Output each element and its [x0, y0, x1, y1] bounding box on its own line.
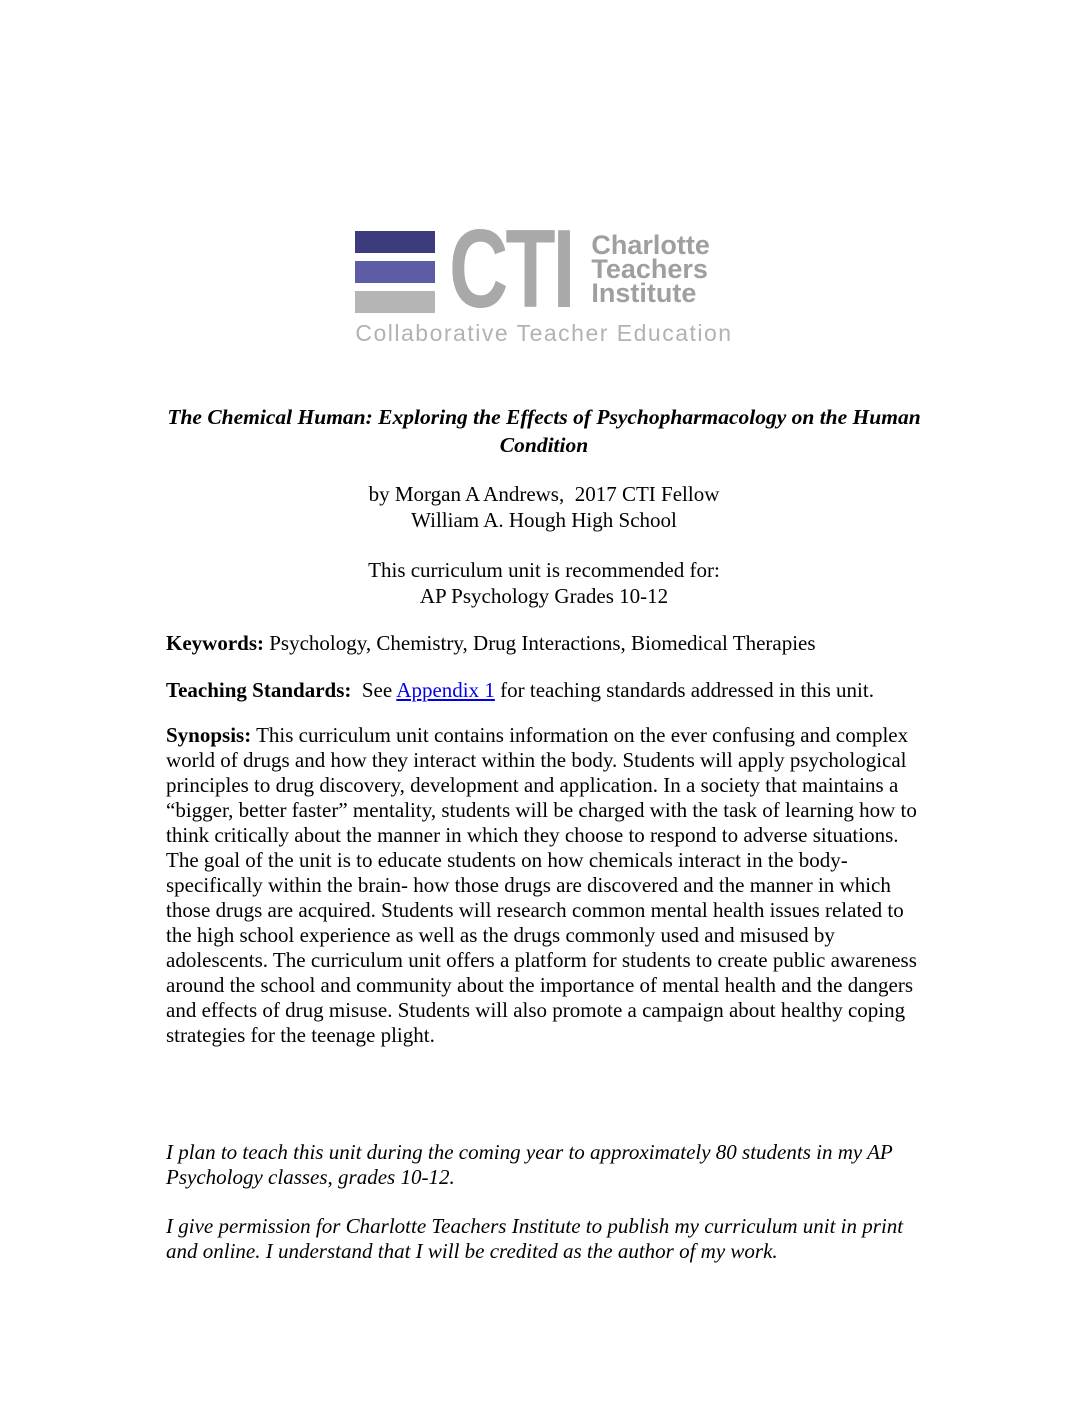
teaching-standards-pre-link: See	[351, 678, 397, 702]
synopsis-text: This curriculum unit contains information on the ever confusing and complex world of drugs and how they interact within the body. Students will apply psychological principles to drug discovery, development and application. In a society that maintains a “bigger, better faster” mentality, students will be charged with the task of learning how to think critically about the manner in which they choose to respond to adverse situations. The goal of the unit is to educate students on how chemicals interact in the body- specifically within the brain- how those drugs are discovered and the manner in which those drugs are acquired. Students will research common mental health issues related to the high school experience as well as the drugs commonly used and misused by adolescents. The curriculum unit offers a platform for students to create public awareness around the school and community about the importance of mental health and the dangers and effects of drug misuse. Students will also promote a campaign about healthy coping strategies for the teenage plight.	[166, 723, 923, 1047]
cti-acronym	[449, 207, 583, 331]
unit-title-line-1: The Chemical Human: Exploring the Effects of Psychopharmacology on the Human	[167, 405, 921, 429]
cti-tagline: Collaborative Teacher Education	[355, 320, 733, 346]
logo-bar-bottom	[355, 291, 435, 313]
keywords-value: Psychology, Chemistry, Drug Interactions, Biomedical Therapies	[264, 631, 816, 655]
recommendation-line-1: This curriculum unit is recommended for:	[368, 558, 720, 582]
recommendation-line-2: AP Psychology Grades 10-12	[419, 584, 669, 608]
cti-org-name	[591, 230, 710, 308]
author-line: by Morgan A Andrews, 2017 CTI Fellow	[368, 482, 720, 506]
unit-title-line-2: Condition	[499, 433, 589, 457]
document-content	[166, 403, 922, 1264]
recommendation	[166, 557, 922, 609]
org-name-line: Charlotte	[591, 230, 710, 260]
keywords-label: Keywords:	[166, 631, 264, 655]
byline	[166, 481, 922, 533]
logo-bar-top	[355, 231, 435, 253]
appendix-1-link[interactable]: Appendix 1	[396, 678, 495, 702]
org-name-line: Institute	[591, 278, 697, 308]
teaching-standards-post-link: for teaching standards addressed in this unit.	[494, 678, 874, 702]
cti-logo-row	[355, 207, 732, 331]
teaching-standards-line	[166, 678, 922, 703]
synopsis-paragraph	[166, 723, 922, 1048]
logo-bar-middle	[355, 261, 435, 283]
synopsis-label: Synopsis:	[166, 723, 252, 747]
teach-plan-statement: I plan to teach this unit during the coming year to approximately 80 students in my AP Psychology classes, grades 10-12.	[166, 1140, 893, 1189]
keywords-line	[166, 631, 922, 656]
teaching-standards-label: Teaching Standards:	[166, 678, 352, 702]
org-name-line: Teachers	[591, 254, 708, 284]
cti-logo-bars-icon	[355, 231, 435, 313]
cti-acronym-text: CTI	[449, 207, 573, 331]
cti-logo	[355, 207, 733, 347]
school-line: William A. Hough High School	[411, 508, 677, 532]
permission-statement: I give permission for Charlotte Teachers Institute to publish my curriculum unit in print and online. I understand that I will be credited as the author of my work.	[166, 1214, 904, 1263]
unit-title	[166, 403, 922, 459]
